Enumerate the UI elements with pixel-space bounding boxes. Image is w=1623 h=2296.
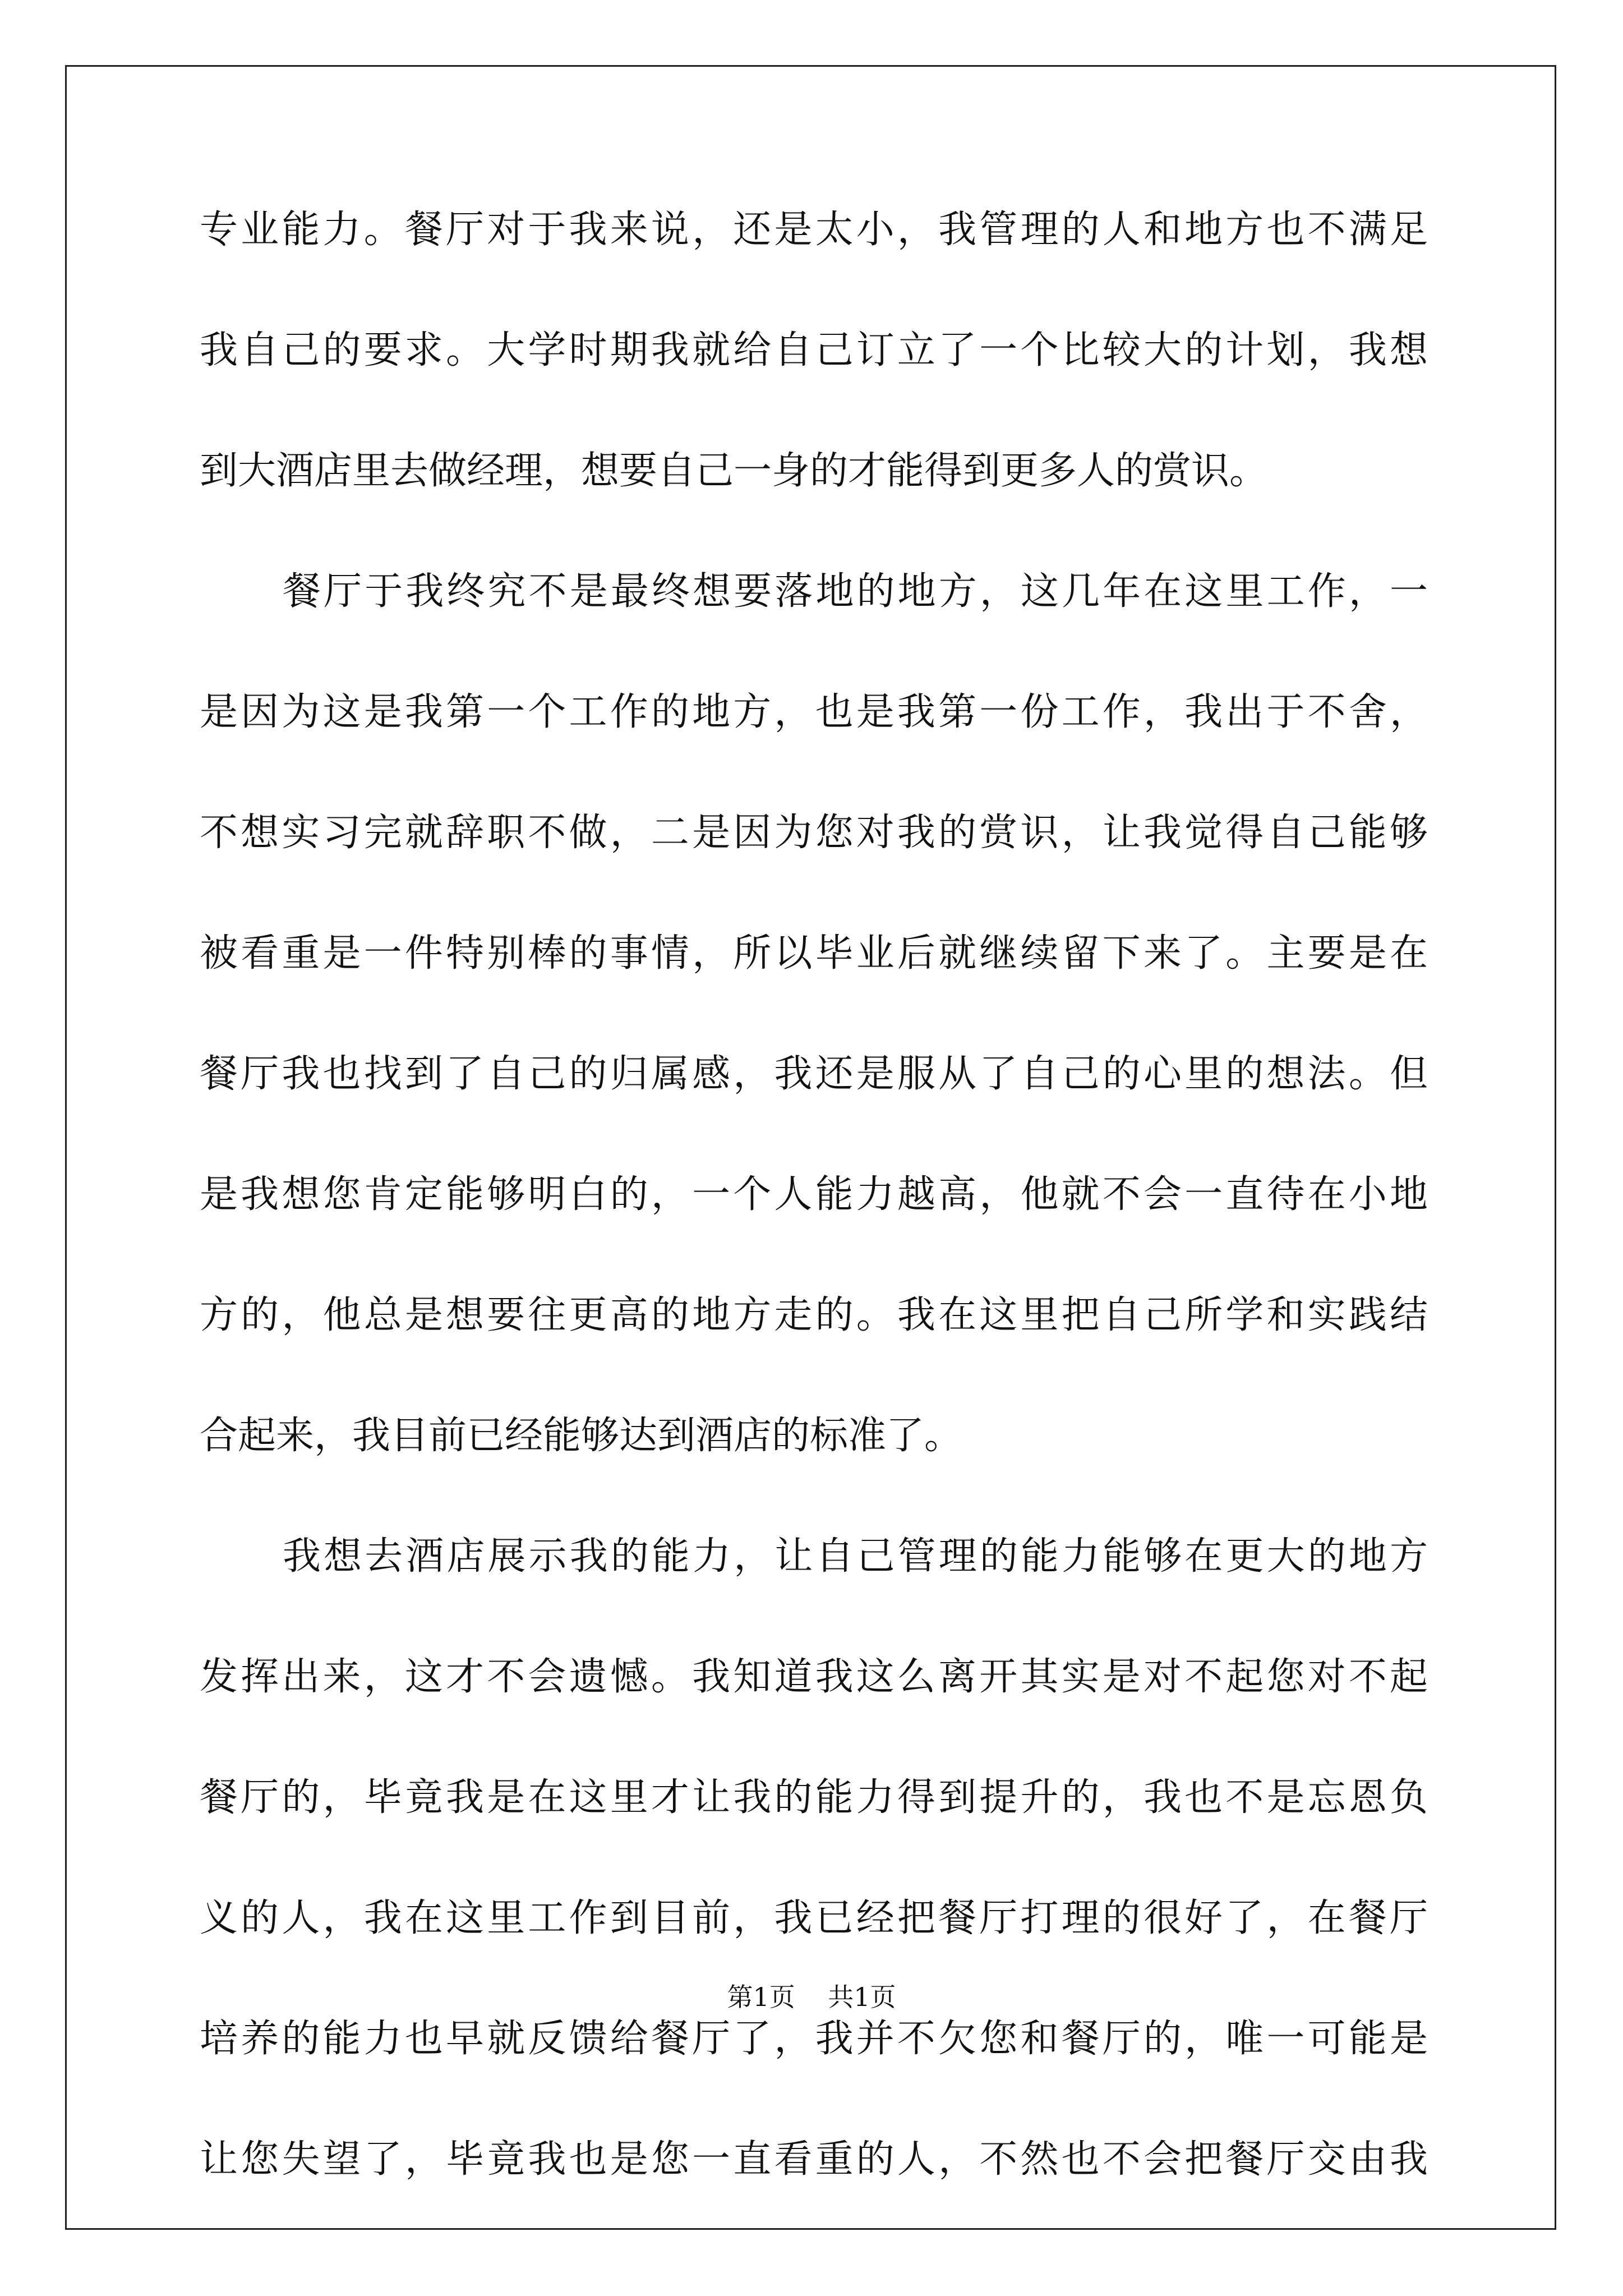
page-number: 第1页 <box>727 1982 795 2012</box>
text-line: 方的，他总是想要往更高的地方走的。我在这里把自己所学和实践结 <box>200 1293 1428 1337</box>
text-line: 餐厅我也找到了自己的归属感，我还是服从了自己的心里的想法。但 <box>200 1052 1428 1096</box>
text-line: 餐厅的，毕竟我是在这里才让我的能力得到提升的，我也不是忘恩负 <box>200 1775 1428 1820</box>
text-line: 义的人，我在这里工作到目前，我已经把餐厅打理的很好了，在餐厅 <box>200 1896 1428 1940</box>
text-line: 让您失望了，毕竟我也是您一直看重的人，不然也不会把餐厅交由我 <box>200 2137 1428 2182</box>
text-line: 到大酒店里去做经理，想要自己一身的才能得到更多人的赏识。 <box>200 449 1268 493</box>
footer-spacer <box>795 1982 828 2012</box>
text-line: 被看重是一件特别棒的事情，所以毕业后就继续留下来了。主要是在 <box>200 931 1428 976</box>
text-line: 专业能力。餐厅对于我来说，还是太小，我管理的人和地方也不满足 <box>200 208 1428 252</box>
page-total: 共1页 <box>828 1982 896 2012</box>
paragraph-first-line: 我想去酒店展示我的能力，让自己管理的能力能够在更大的地方 <box>283 1534 1428 1579</box>
text-line: 合起来，我目前已经能够达到酒店的标准了。 <box>200 1414 963 1458</box>
text-line: 发挥出来，这才不会遗憾。我知道我这么离开其实是对不起您对不起 <box>200 1655 1428 1699</box>
text-line: 是因为这是我第一个工作的地方，也是我第一份工作，我出于不舍， <box>200 690 1428 734</box>
text-line: 培养的能力也早就反馈给餐厅了，我并不欠您和餐厅的，唯一可能是 <box>200 2017 1428 2061</box>
page-footer <box>0 1980 1623 2014</box>
text-line: 是我想您肯定能够明白的，一个人能力越高，他就不会一直待在小地 <box>200 1172 1428 1217</box>
text-line: 我自己的要求。大学时期我就给自己订立了一个比较大的计划，我想 <box>200 328 1428 372</box>
text-line: 不想实习完就辞职不做，二是因为您对我的赏识，让我觉得自己能够 <box>200 811 1428 855</box>
paragraph-first-line: 餐厅于我终究不是最终想要落地的地方，这几年在这里工作，一 <box>283 569 1428 614</box>
